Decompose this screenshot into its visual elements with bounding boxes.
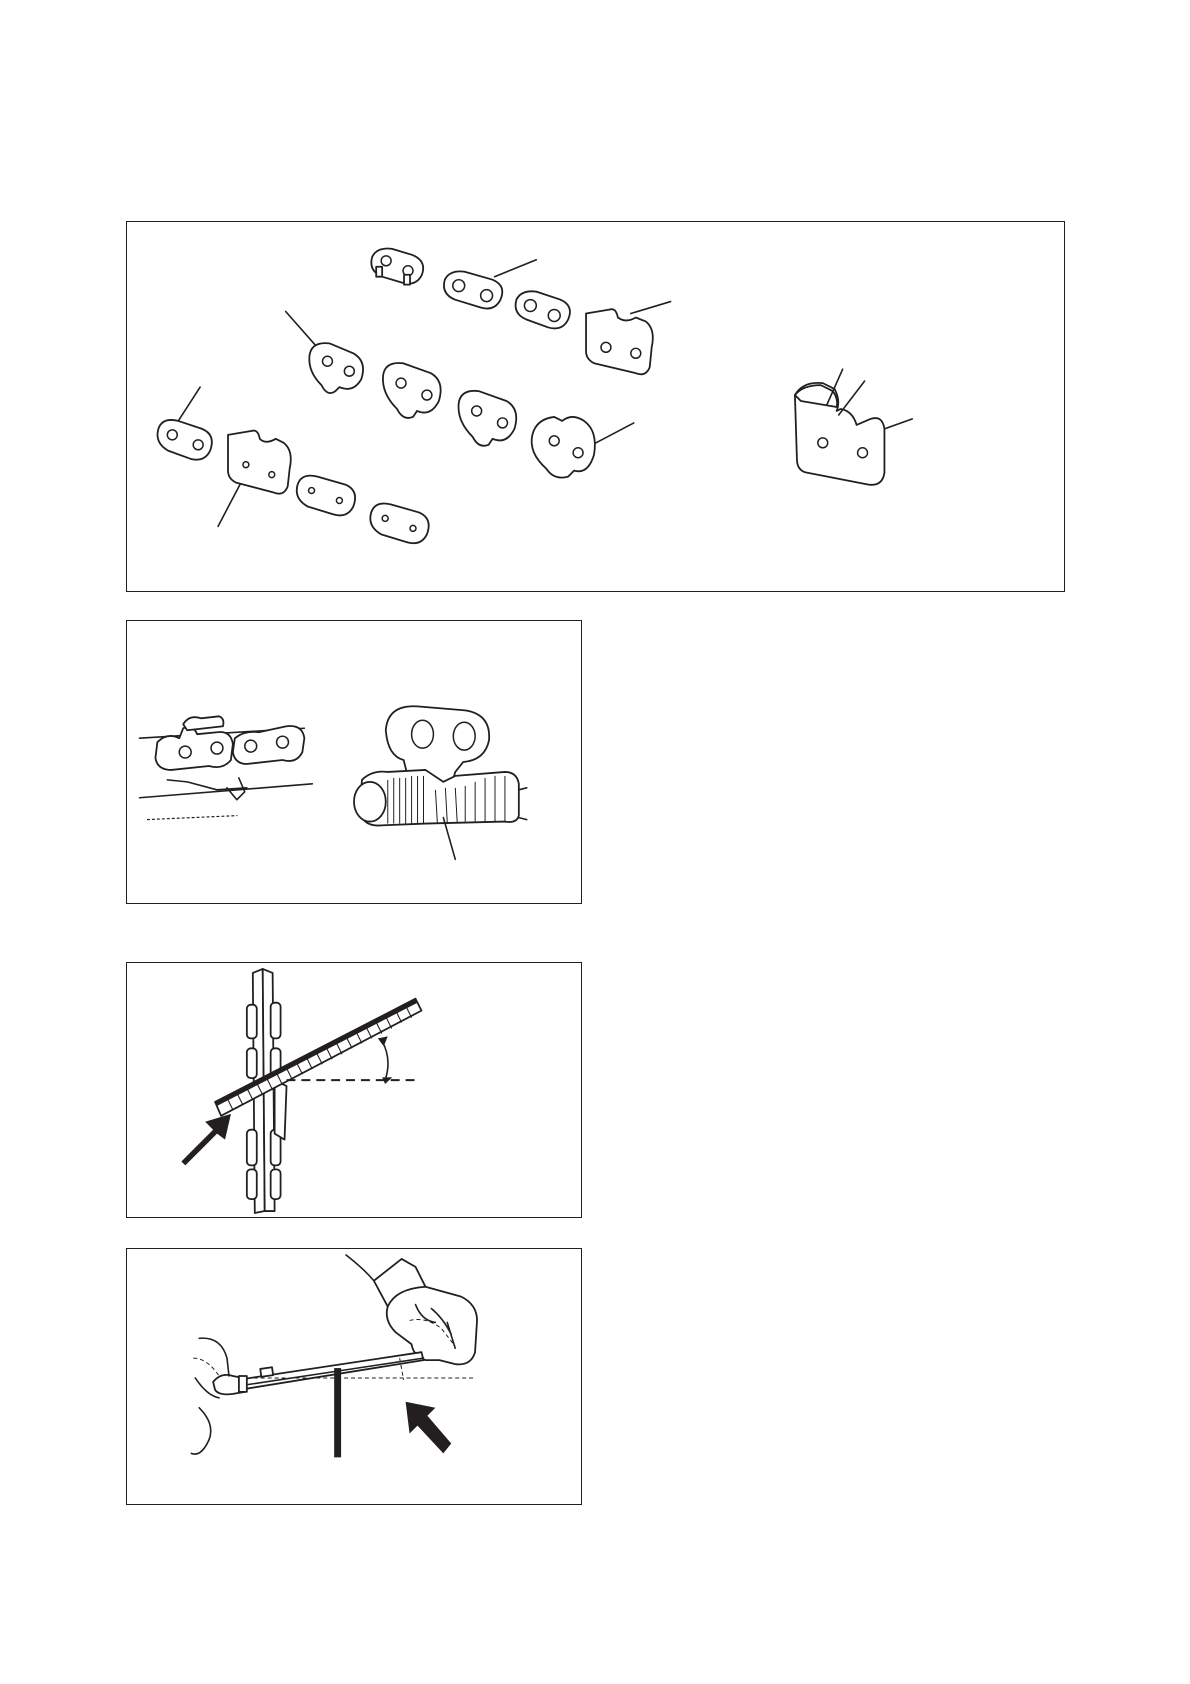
file-holder-illustration (127, 1249, 581, 1504)
side-links-row (157, 387, 428, 543)
left-gloved-hand (191, 1338, 229, 1454)
file-angle-illustration (127, 963, 581, 1217)
chain-on-bar (140, 716, 313, 819)
chain-parts-illustration (127, 222, 1064, 591)
depth-gauge-figure (126, 620, 582, 904)
drive-links-row (286, 312, 634, 478)
file-holder-tool (213, 1352, 423, 1394)
chain-parts-figure (126, 221, 1065, 592)
angle-indicator (378, 1036, 392, 1085)
file-angle-figure (126, 962, 582, 1218)
cutter-detail (795, 369, 912, 485)
push-direction-arrow (181, 1114, 231, 1166)
right-gloved-hand (346, 1255, 477, 1364)
file-holder-figure (126, 1248, 582, 1505)
rivet-links-row (371, 249, 670, 375)
guide-bar-edge (334, 1368, 341, 1457)
cutter-with-round-file (354, 706, 527, 859)
direction-arrow (406, 1402, 452, 1454)
depth-gauge-illustration (127, 621, 581, 903)
